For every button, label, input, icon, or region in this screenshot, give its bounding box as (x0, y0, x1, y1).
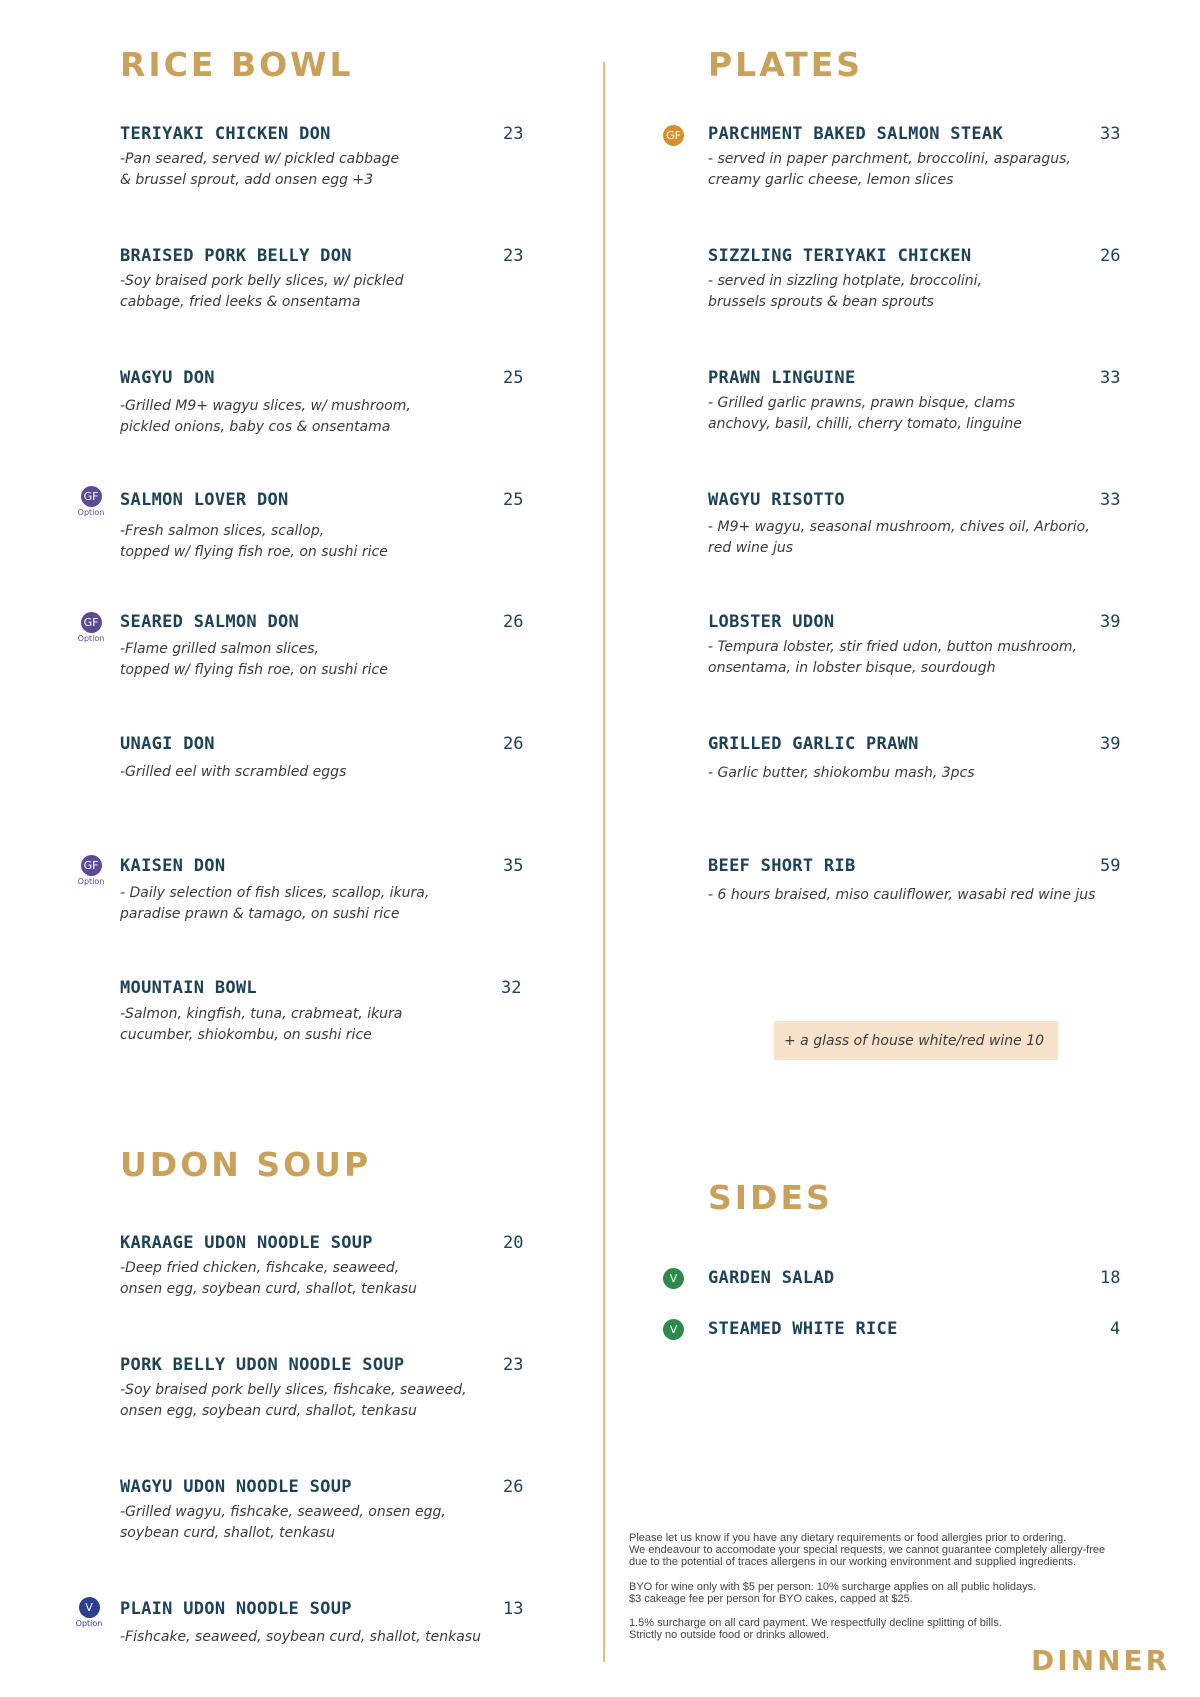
gf-option-badge (74, 612, 108, 644)
menu-item (120, 123, 550, 191)
column-divider (603, 62, 605, 1662)
item-price: 39 (1100, 734, 1121, 754)
item-price: 26 (1100, 246, 1121, 266)
item-name: WAGYU DON (120, 368, 215, 388)
menu-item (708, 611, 1138, 679)
sides-title: SIDES (708, 1178, 833, 1217)
item-name: BRAISED PORK BELLY DON (120, 246, 352, 266)
item-name: PRAWN LINGUINE (708, 368, 856, 388)
item-price: 39 (1100, 612, 1121, 632)
item-name: SALMON LOVER DON (120, 490, 289, 510)
menu-item (120, 977, 550, 1046)
wine-addon-note: + a glass of house white/red wine 10 (774, 1021, 1058, 1060)
item-name: SEARED SALMON DON (120, 612, 300, 632)
item-name: SIZZLING TERIYAKI CHICKEN (708, 246, 972, 266)
gf-icon: GF (81, 855, 102, 876)
item-price: 33 (1100, 124, 1121, 144)
item-description: -Pan seared, served w/ pickled cabbage & brussel sprout, add onsen egg +3 (120, 151, 400, 188)
item-name: WAGYU RISOTTO (708, 490, 845, 510)
menu-type-label: DINNER (1031, 1644, 1171, 1677)
item-name: TERIYAKI CHICKEN DON (120, 124, 331, 144)
item-price: 33 (1100, 368, 1121, 388)
item-name: PLAIN UDON NOODLE SOUP (120, 1599, 352, 1619)
udon-soup-title: UDON SOUP (120, 1145, 372, 1184)
item-description: - served in sizzling hotplate, broccolini, brussels sprouts & bean sprouts (708, 273, 982, 310)
item-name: UNAGI DON (120, 734, 215, 754)
item-price: 23 (503, 246, 524, 266)
item-price: 26 (503, 612, 524, 632)
menu-item (120, 1232, 550, 1300)
menu-item (120, 367, 550, 438)
badge-option-label: Option (77, 508, 105, 517)
menu-item (708, 855, 1138, 906)
item-name: KAISEN DON (120, 856, 226, 876)
item-description: -Fresh salmon slices, scallop, topped w/ flying fish roe, on sushi rice (120, 523, 388, 560)
item-name: WAGYU UDON NOODLE SOUP (120, 1477, 352, 1497)
item-price: 25 (503, 490, 524, 510)
allergy-notice: Please let us know if you have any dietary requirements or food allergies prior to ordering. We endeavour to accomodate your special requests, we cannot guarantee completely allergy-free due to the potential of traces allergens in our working environment and supplied ingredients. (629, 1532, 1106, 1568)
item-description: -Flame grilled salmon slices, topped w/ flying fish roe, on sushi rice (120, 641, 388, 678)
menu-item (708, 1267, 1138, 1289)
payment-notice: 1.5% surcharge on all card payment. We respectfully decline splitting of bills. Strictly no outside food or drinks allowed. (629, 1617, 1002, 1641)
vegetarian-icon: V (663, 1268, 684, 1289)
menu-item (708, 367, 1138, 435)
item-price: 18 (1100, 1268, 1121, 1288)
item-description: -Grilled wagyu, fishcake, seaweed, onsen egg, soybean curd, shallot, tenkasu (120, 1504, 446, 1541)
item-price: 23 (503, 1355, 524, 1375)
item-price: 32 (501, 978, 522, 998)
badge-option-label: Option (77, 877, 105, 886)
menu-item (708, 1318, 1138, 1340)
menu-item (708, 489, 1138, 559)
menu-item (120, 245, 550, 313)
item-description: -Fishcake, seaweed, soybean curd, shallot, tenkasu (120, 1629, 481, 1645)
item-description: - Garlic butter, shiokombu mash, 3pcs (708, 765, 975, 781)
gf-icon: GF (81, 612, 102, 633)
vegetarian-icon: V (79, 1597, 100, 1618)
item-price: 25 (503, 368, 524, 388)
gf-option-badge (74, 855, 108, 887)
menu-item (120, 1476, 550, 1544)
rice-bowl-title: RICE BOWL (120, 45, 354, 84)
menu-item (708, 733, 1138, 784)
item-name: GRILLED GARLIC PRAWN (708, 734, 919, 754)
vegetarian-option-badge (72, 1597, 106, 1629)
item-description: - Grilled garlic prawns, prawn bisque, clams anchovy, basil, chilli, cherry tomato, linguine (708, 395, 1022, 432)
menu-item (120, 1598, 550, 1648)
item-name: BEEF SHORT RIB (708, 856, 856, 876)
menu-item (120, 489, 550, 563)
item-name: GARDEN SALAD (708, 1268, 835, 1288)
item-price: 23 (503, 124, 524, 144)
item-name: PORK BELLY UDON NOODLE SOUP (120, 1355, 405, 1375)
gf-icon: GF (663, 125, 684, 146)
badge-option-label: Option (75, 1619, 103, 1628)
badge-option-label: Option (77, 634, 105, 643)
item-description: -Deep fried chicken, fishcake, seaweed, onsen egg, soybean curd, shallot, tenkasu (120, 1260, 417, 1297)
item-description: - served in paper parchment, broccolini, asparagus, creamy garlic cheese, lemon slices (708, 151, 1071, 188)
item-name: MOUNTAIN BOWL (120, 978, 257, 998)
menu-item (708, 123, 1138, 191)
item-price: 20 (503, 1233, 524, 1253)
menu-item (120, 733, 550, 783)
plates-title: PLATES (708, 45, 864, 84)
item-description: - 6 hours braised, miso cauliflower, wasabi red wine jus (708, 887, 1096, 903)
item-description: - M9+ wagyu, seasonal mushroom, chives oil, Arborio, red wine jus (708, 519, 1090, 556)
menu-item (120, 611, 550, 681)
item-price: 26 (503, 1477, 524, 1497)
item-price: 13 (503, 1599, 524, 1619)
item-price: 26 (503, 734, 524, 754)
item-name: LOBSTER UDON (708, 612, 835, 632)
vegetarian-icon: V (663, 1319, 684, 1340)
gf-icon: GF (81, 486, 102, 507)
menu-item (708, 245, 1138, 313)
item-description: - Tempura lobster, stir fried udon, button mushroom, onsentama, in lobster bisque, sourdough (708, 639, 1078, 676)
item-description: -Soy braised pork belly slices, w/ pickled cabbage, fried leeks & onsentama (120, 273, 404, 310)
item-price: 33 (1100, 490, 1121, 510)
item-price: 35 (503, 856, 524, 876)
menu-item (120, 855, 550, 925)
item-price: 59 (1100, 856, 1121, 876)
item-description: -Grilled eel with scrambled eggs (120, 764, 347, 780)
item-name: PARCHMENT BAKED SALMON STEAK (708, 124, 1003, 144)
item-price: 4 (1110, 1319, 1121, 1339)
item-description: -Salmon, kingfish, tuna, crabmeat, ikura cucumber, shiokombu, on sushi rice (120, 1006, 403, 1043)
item-description: -Soy braised pork belly slices, fishcake, seaweed, onsen egg, soybean curd, shallot, tenkasu (120, 1382, 467, 1419)
item-name: STEAMED WHITE RICE (708, 1319, 898, 1339)
item-name: KARAAGE UDON NOODLE SOUP (120, 1233, 373, 1253)
item-description: -Grilled M9+ wagyu slices, w/ mushroom, pickled onions, baby cos & onsentama (120, 398, 411, 435)
gf-option-badge (74, 486, 108, 518)
menu-item (120, 1354, 550, 1422)
item-description: - Daily selection of fish slices, scallop, ikura, paradise prawn & tamago, on sushi rice (120, 885, 430, 922)
byo-notice: BYO for wine only with $5 per person. 10% surcharge applies on all public holidays. $3 cakeage fee per person for BYO cakes, capped at $25. (629, 1581, 1037, 1605)
